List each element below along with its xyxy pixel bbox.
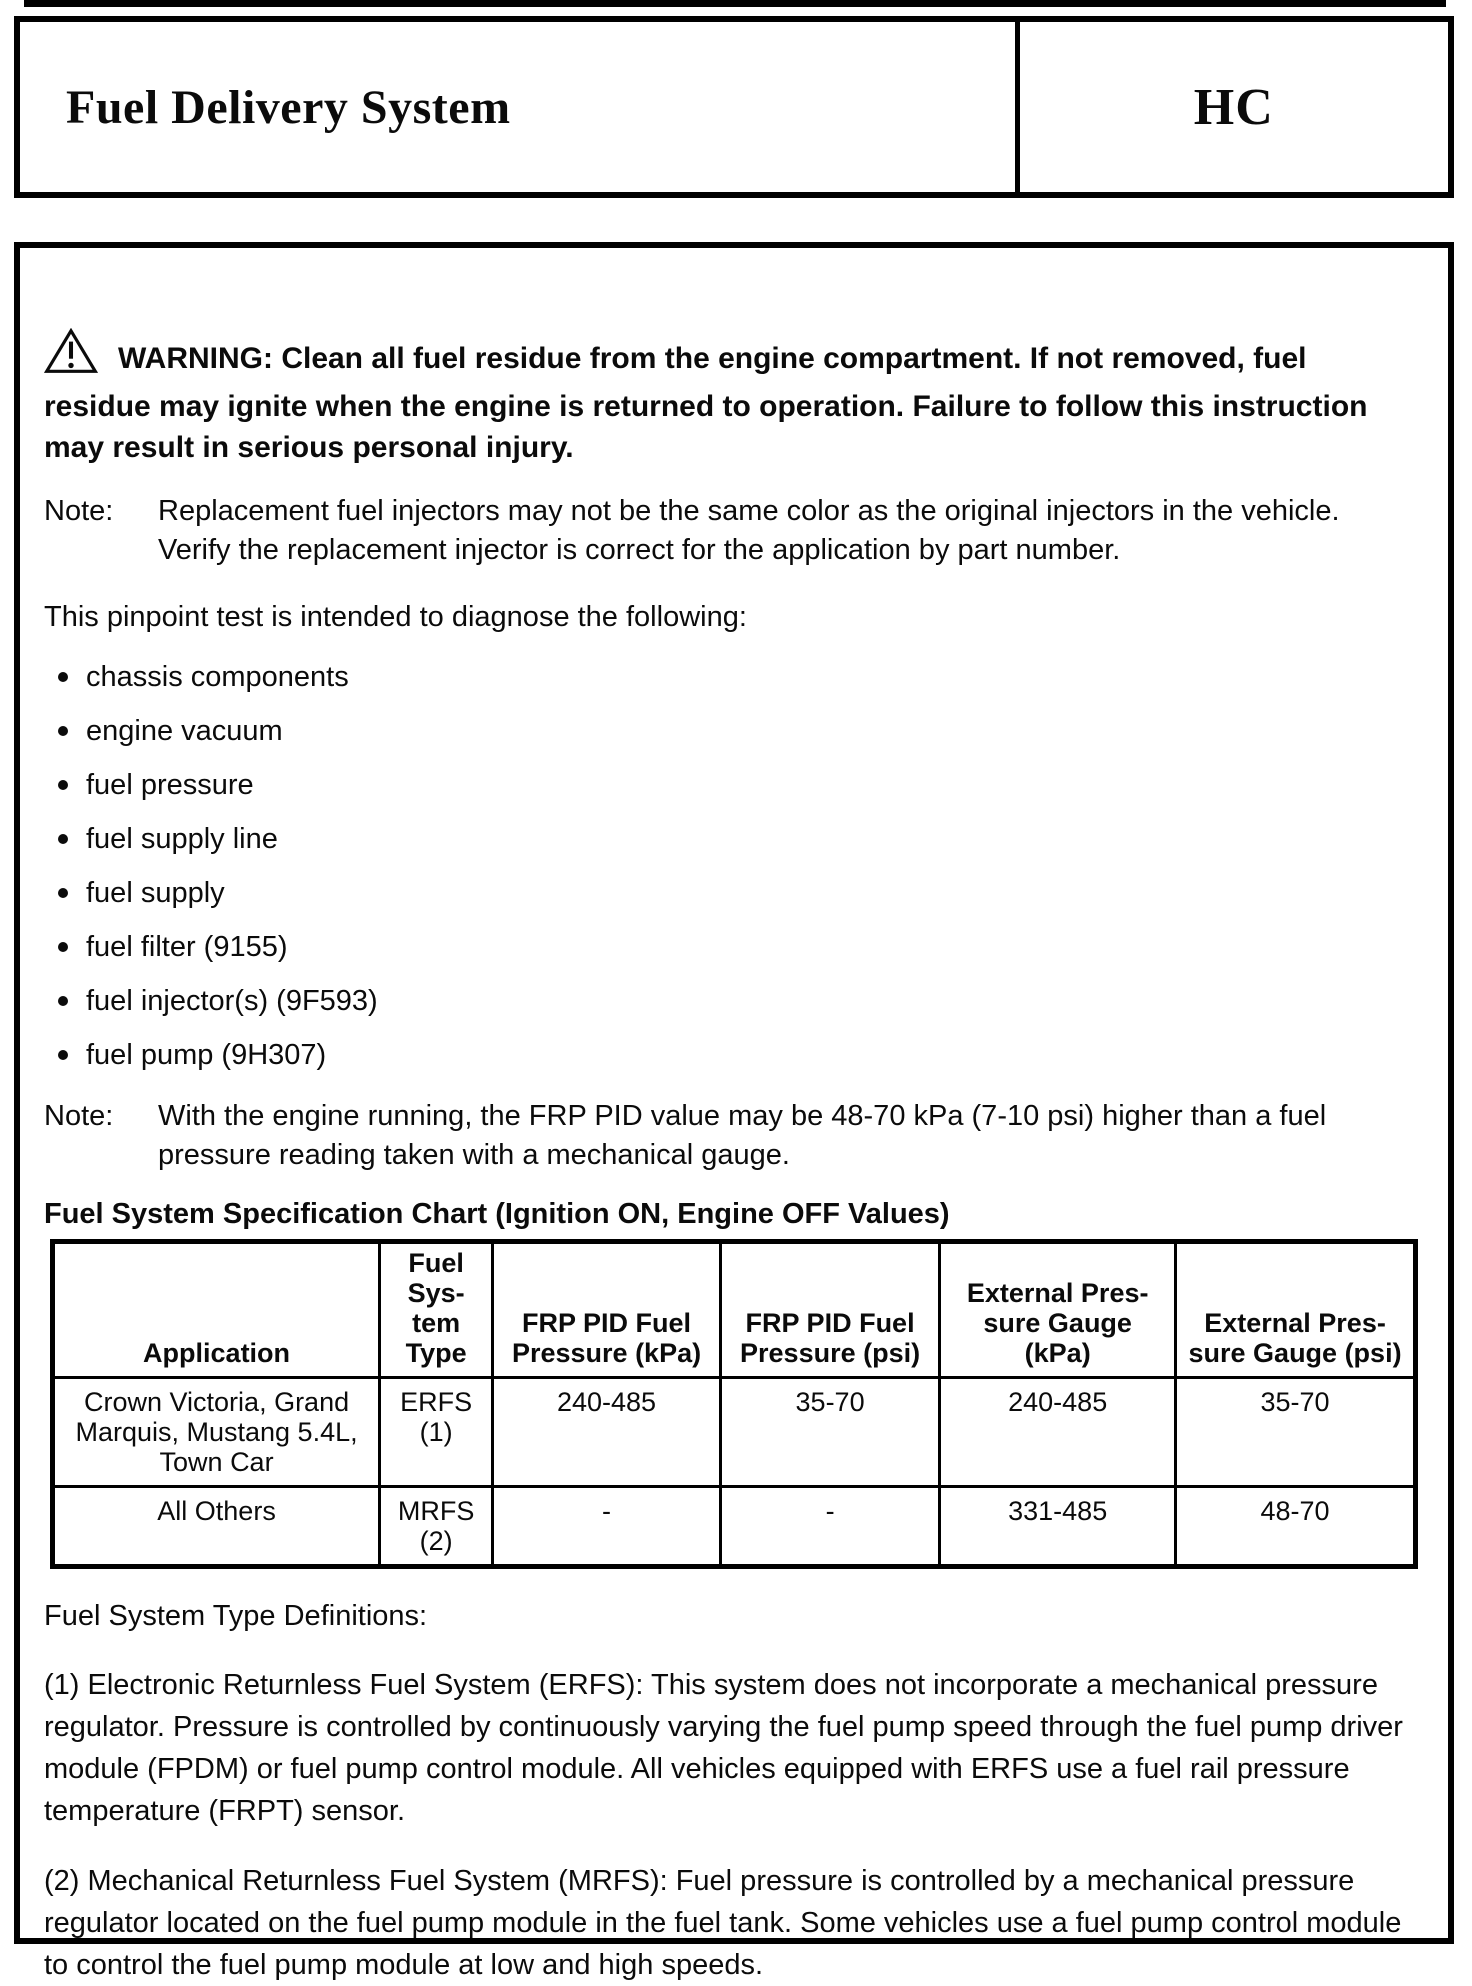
note-label: Note: bbox=[44, 495, 114, 527]
list-item-label: fuel injector(s) (9F593) bbox=[86, 985, 378, 1017]
table-cell: Crown Victoria, Grand Marquis, Mustang 5.4L, Town Car bbox=[53, 1378, 380, 1487]
list-item bbox=[44, 769, 1424, 801]
bullet-icon bbox=[58, 672, 68, 682]
list-item-label: engine vacuum bbox=[86, 715, 283, 747]
note-text: Replacement fuel injectors may not be the same color as the original injectors in the vehicle. Verify the replacement injector is correct for the application by part number. bbox=[158, 495, 1340, 566]
spec-table-title: Fuel System Specification Chart (Ignition ON, Engine OFF Values) bbox=[44, 1198, 950, 1230]
table-cell: - bbox=[493, 1487, 721, 1567]
table-header-row bbox=[53, 1242, 1416, 1378]
table-row bbox=[53, 1378, 1416, 1487]
table-cell: 240-485 bbox=[493, 1378, 721, 1487]
spec-table bbox=[50, 1239, 1418, 1569]
list-item bbox=[44, 877, 1424, 909]
column-header-ext-psi: External Pres- sure Gauge (psi) bbox=[1176, 1242, 1416, 1378]
list-item-label: fuel pressure bbox=[86, 769, 254, 801]
bullet-icon bbox=[58, 726, 68, 736]
table-cell: ERFS (1) bbox=[380, 1378, 493, 1487]
warning-block bbox=[44, 328, 1424, 468]
table-cell: 48-70 bbox=[1176, 1487, 1416, 1567]
list-item bbox=[44, 823, 1424, 855]
definition-mrfs: (2) Mechanical Returnless Fuel System (MRFS): Fuel pressure is controlled by a mechanical pressure regulator located on the fuel pump module in the fuel tank. Some vehicles use a fuel pump control module to control the fuel pump module at low and high speeds. bbox=[44, 1865, 1402, 1981]
list-item-label: fuel supply line bbox=[86, 823, 278, 855]
table-cell: 35-70 bbox=[1176, 1378, 1416, 1487]
bullet-icon bbox=[58, 942, 68, 952]
list-item bbox=[44, 1039, 1424, 1071]
header-code-cell bbox=[1020, 22, 1448, 192]
bullet-icon bbox=[58, 1050, 68, 1060]
table-cell: - bbox=[720, 1487, 939, 1567]
table-cell: MRFS (2) bbox=[380, 1487, 493, 1567]
bullet-icon bbox=[58, 780, 68, 790]
warning-text: WARNING: Clean all fuel residue from the engine compartment. If not removed, fuel residue may ignite when the engine is returned to operation. Failure to follow this instruction may result in serious personal injury. bbox=[44, 342, 1368, 464]
scan-artifact-line bbox=[24, 0, 1446, 7]
column-header-frp-kpa: FRP PID Fuel Pressure (kPa) bbox=[493, 1242, 721, 1378]
table-cell: 35-70 bbox=[720, 1378, 939, 1487]
list-item bbox=[44, 661, 1424, 693]
list-item-label: fuel supply bbox=[86, 877, 225, 909]
bullet-icon bbox=[58, 834, 68, 844]
intro-text: This pinpoint test is intended to diagnose the following: bbox=[44, 601, 747, 633]
page-title: Fuel Delivery System bbox=[66, 80, 511, 134]
content-box bbox=[14, 242, 1454, 1981]
definitions-heading: Fuel System Type Definitions: bbox=[44, 1600, 428, 1632]
note-label: Note: bbox=[44, 1100, 114, 1132]
table-cell: 331-485 bbox=[940, 1487, 1176, 1567]
table-cell: 240-485 bbox=[940, 1378, 1176, 1487]
table-row bbox=[53, 1487, 1416, 1567]
definition-erfs: (1) Electronic Returnless Fuel System (ERFS): This system does not incorporate a mechanical pressure regulator. Pressure is controlled by continuously varying the fuel pump speed through the fuel pump driver module (FPDM) or fuel pump control module. All vehicles equipped with ERFS use a fuel rail pressure temperature (FRPT) sensor. bbox=[44, 1669, 1403, 1827]
column-header-fuel-system-type: Fuel Sys- tem Type bbox=[380, 1242, 493, 1378]
list-item-label: fuel filter (9155) bbox=[86, 931, 288, 963]
bullet-icon bbox=[58, 888, 68, 898]
list-item-label: chassis components bbox=[86, 661, 349, 693]
header bbox=[14, 16, 1454, 198]
warning-triangle-icon bbox=[44, 328, 98, 386]
list-item bbox=[44, 931, 1424, 963]
list-item bbox=[44, 985, 1424, 1017]
header-title-cell bbox=[20, 22, 1020, 192]
bullet-icon bbox=[58, 996, 68, 1006]
list-item bbox=[44, 715, 1424, 747]
list-item-label: fuel pump (9H307) bbox=[86, 1039, 327, 1071]
note-injector-color bbox=[44, 492, 1424, 570]
table-cell: All Others bbox=[53, 1487, 380, 1567]
diagnosis-list bbox=[44, 661, 1424, 1071]
note-frp-pid bbox=[44, 1097, 1424, 1175]
column-header-ext-kpa: External Pres- sure Gauge (kPa) bbox=[940, 1242, 1176, 1378]
column-header-application: Application bbox=[53, 1242, 380, 1378]
column-header-frp-psi: FRP PID Fuel Pressure (psi) bbox=[720, 1242, 939, 1378]
note-text: With the engine running, the FRP PID value may be 48-70 kPa (7-10 psi) higher than a fuel pressure reading taken with a mechanical gauge. bbox=[158, 1100, 1327, 1171]
section-code: HC bbox=[1193, 78, 1274, 136]
